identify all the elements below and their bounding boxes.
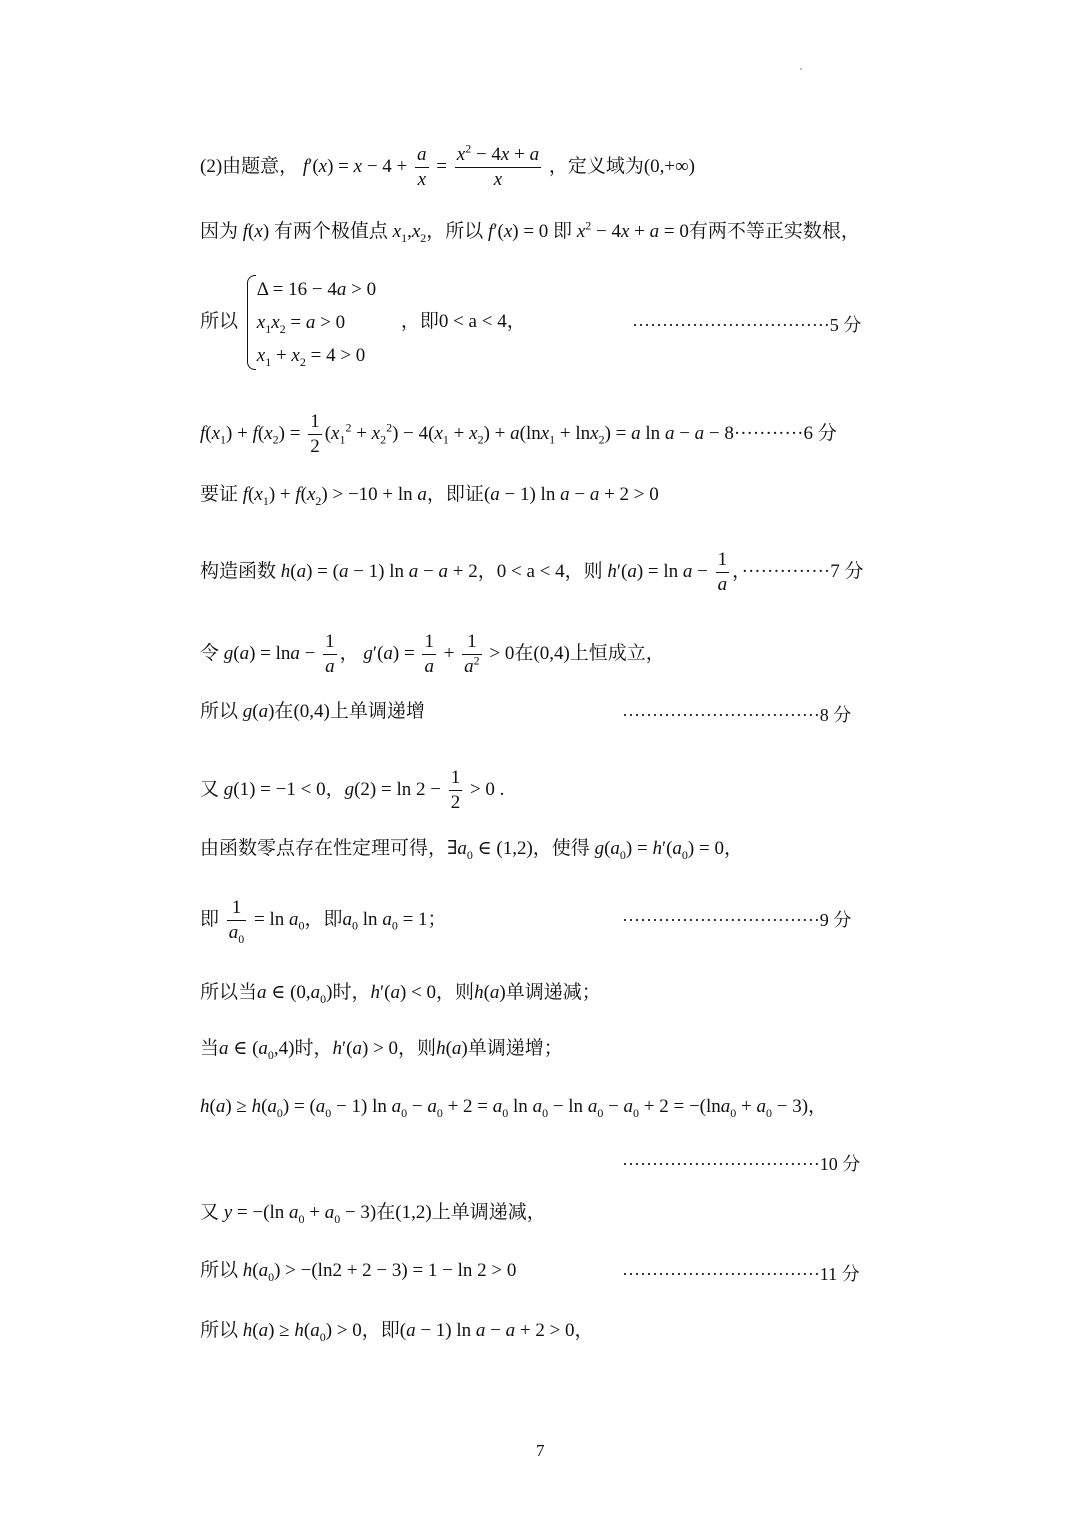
line-y-decreasing: 又 y = −(ln $a_0 + a_0 - 3$)在(1,2)上单调递减， [200, 1202, 546, 1226]
text: 又 [200, 778, 220, 800]
line-zero-theorem: 由函数零点存在性定理可得，$\exists a_0$ ∈ (1,2)，使得 $g(a_0) = h'(a_0) = 0$， [200, 838, 743, 862]
text: 又 [200, 1202, 220, 1223]
equation-system: Δ = 16 − 4a > 0 $x_1x_2 = a > 0$ $x_1 + x_2 = 4 > 0$ [243, 273, 376, 372]
text: ，即 [361, 1320, 400, 1341]
text: 上恒成立， [569, 642, 665, 664]
text: 所以当 [200, 982, 258, 1003]
text: 即 [200, 908, 220, 930]
text: ，则 [436, 982, 475, 1003]
score-10: ·································10 分 [622, 1154, 861, 1174]
line-g: 令 g(a) = lna − $\frac{1}{a}$ ， g′(a) = $\frac{1}{a}$ + $\frac{1}{a^2}$ > 0在(0,4)上恒成立， [200, 631, 665, 677]
text: 在 [376, 1202, 396, 1223]
text: ，0 < a < 4，则 [477, 560, 603, 582]
text: 即 [553, 221, 573, 242]
text: 在 [514, 642, 534, 664]
text: 当 [200, 1038, 220, 1059]
score-8: ·································8 分 [622, 705, 852, 725]
text: ，所以 [426, 221, 484, 242]
text: 单调递减； [505, 982, 601, 1003]
line-system [200, 273, 526, 372]
line-decreasing-interval: 所以当a ∈ $(0,a_0)$时，h′(a) < 0，则h(a)单调递减； [200, 982, 601, 1006]
text: 所以 [200, 310, 239, 332]
text: 所以 [200, 701, 239, 722]
text: 要证 [200, 484, 239, 505]
text: 令 [200, 642, 220, 664]
line-a0: 即 $\frac{1}{a_0}$ = $\ln a_0$，即$a_0$ $\ln a_0 = 1$； [200, 897, 447, 946]
text: 时， [332, 982, 371, 1003]
line-h-positive: 所以 $h(a_0) > -(\ln 2 + 2 - 3) = 1 - \ln 2 > 0$ [200, 1260, 517, 1284]
text: 所以 [200, 1260, 239, 1281]
text: ，使得 [532, 838, 590, 859]
text: 因为 [200, 221, 239, 242]
text: 上单调递减， [431, 1202, 546, 1223]
text: 构造函数 [200, 560, 277, 582]
text: 有两不等正实数根， [688, 221, 860, 242]
page-number: 7 [536, 1441, 545, 1460]
text: ，即0 < a < 4， [400, 310, 526, 332]
text: 时， [294, 1038, 333, 1059]
line-minimum: $h(a) \ge h(a_0) = (a_0 - 1)$ $\ln a_0 - a_0 + 2 = a_0$ $\ln a_0 - \ln a_0 - a_0 + 2 = -(\ln a_0 + a_0 - 3)$， [200, 1096, 828, 1120]
score-5: ·································5 分 [632, 315, 862, 335]
text: 单调递增； [467, 1038, 563, 1059]
text: (2)由题意， [200, 155, 299, 177]
line-conclusion: 所以 $h(a) \ge h(a_0) > 0$，即(a − 1) ln a − a + 2 > 0， [200, 1320, 594, 1344]
text: ，定义域为(0,+∞) [548, 155, 695, 177]
text: 由函数零点存在性定理可得， [200, 838, 448, 859]
text: ，即证 [426, 484, 484, 505]
text: ，则 [398, 1038, 437, 1059]
score-6: ···········6 分 [733, 422, 837, 444]
score-9: ·································9 分 [622, 910, 852, 930]
line-goal: 要证 $f(x_1) + f(x_2) > -10 + \ln a$，即证(a − 1) ln a − a + 2 > 0 [200, 484, 659, 508]
line-construct: 构造函数 h(a) = (a − 1) ln a − a + 2，0 < a < 4，则 h′(a) = ln a − $\frac{1}{a}$ ，··············7 分 [200, 549, 864, 595]
text: ，即 [304, 908, 343, 930]
text: 所以 [200, 1320, 239, 1341]
speck [800, 68, 802, 70]
line-derivative: (2)由题意， f′(x) = x − 4 + $\frac{a}{x}$ = $\frac{x^2 - 4x + a}{x}$ ，定义域为(0,+∞) [200, 141, 695, 190]
text: 在 [274, 701, 294, 722]
text: 上单调递增 [329, 701, 425, 722]
text: ； [427, 908, 447, 930]
line-sum: $f(x_1) + f(x_2)$ = $\frac{1}{2}$ $(x_1^2 + x_2^2) - 4(x_1 + x_2) + a(\ln x_1 + \ln x_2) = a$ ln a − a − 8···········6 分 [200, 411, 837, 457]
line-extrema: 因为 f(x) 有两个极值点 $x_1,x_2$，所以 f′(x) = 0 即 $x^2 - 4x + a = 0$有两不等正实数根， [200, 218, 860, 245]
score-11: ·································11 分 [622, 1264, 860, 1284]
line-values: 又 g(1) = −1 < 0，g(2) = ln 2 − $\frac{1}{2}$ > 0 . [200, 767, 505, 813]
line-increasing-interval: 当a ∈ $(a_0,4)$时，h′(a) > 0，则h(a)单调递增； [200, 1038, 563, 1062]
score-7: ，··············7 分 [732, 560, 864, 582]
text: 有两个极值点 [273, 221, 388, 242]
line-increasing: 所以 g(a)在(0,4)上单调递增 [200, 701, 425, 722]
